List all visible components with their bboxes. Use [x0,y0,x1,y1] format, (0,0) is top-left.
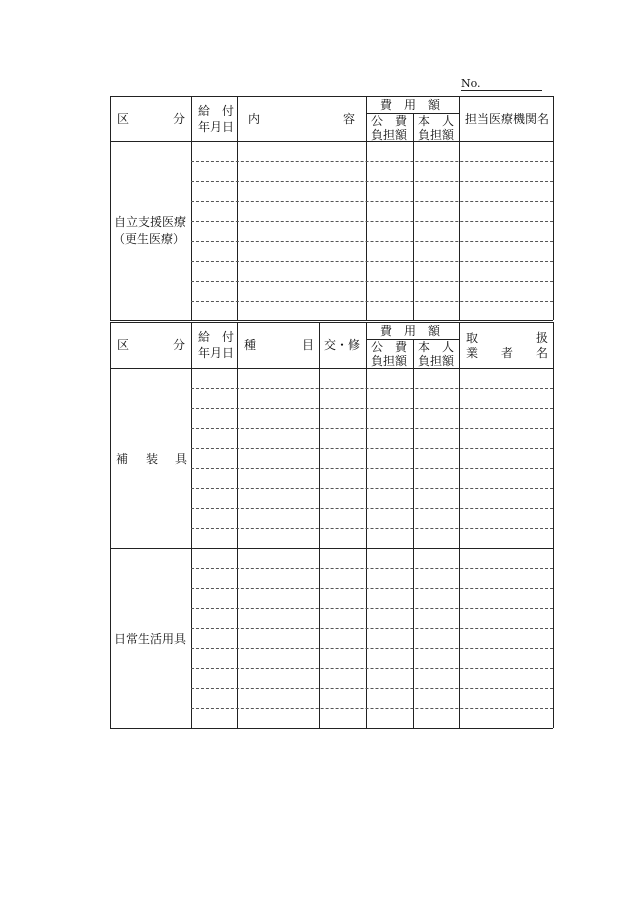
table1-row-line [191,281,553,282]
header-cost-amount: 費 用 額 [380,98,441,112]
table1-left-border [110,96,111,320]
table1-row-line [191,201,553,202]
header-public-cost-2: 負担額 [371,128,408,142]
table2-col-divider [413,339,414,728]
category-daily-living-equipment: 日常生活用具 [114,632,187,646]
header2-public-cost-2: 負担額 [371,354,408,368]
header2-self-cost-2: 負担額 [418,354,455,368]
table2-header-bottom [110,368,553,369]
header2-handler-1: 取 [466,331,479,345]
category-medical-1: 自立支援医療 [114,215,187,229]
header-self-cost-1: 本 人 [418,114,455,128]
header2-shumoku-1: 種 [244,338,257,352]
table1-row-line [191,161,553,162]
table2-row-line [191,448,553,449]
category-prosthesis-1: 補 [116,452,129,466]
header-naiyo-2: 容 [343,112,356,126]
header-kubun-2: 分 [173,112,186,126]
table2-row-line [191,528,553,529]
header-date-2: 年月日 [198,120,235,134]
category-medical-2: （更生医療） [113,232,186,246]
header2-kubun-2: 分 [173,338,186,352]
table1-row-line [191,241,553,242]
header2-cost-amount: 費 用 額 [380,324,441,338]
table1-bottom-border [110,320,553,321]
header2-shumoku-2: 目 [302,338,315,352]
category-prosthesis-2: 装 [146,452,159,466]
header-naiyo-1: 内 [248,112,261,126]
header2-handler-4: 者 [501,346,514,360]
table1-right-border [553,96,554,320]
table1-row-line [191,261,553,262]
table2-row-line [191,648,553,649]
table2-row-line [191,608,553,609]
header2-handler-5: 名 [536,346,549,360]
table2-row-line [191,508,553,509]
record-number-underline [461,90,542,91]
table1-row-line [191,221,553,222]
header-medical-agency: 担当医療機関名 [465,112,550,126]
table2-row-line [191,628,553,629]
header2-handler-2: 扱 [536,331,549,345]
table2-row-line [191,708,553,709]
header2-self-cost-1: 本 人 [418,340,455,354]
table2-section-divider [110,548,553,549]
table2-row-line [191,588,553,589]
header2-kubun-1: 区 [117,338,130,352]
table1-col-divider [237,96,238,320]
header-date-1: 給 付 [198,104,235,118]
table1-col-divider [191,96,192,320]
header2-exchange-repair: 交・修 [324,338,361,352]
header-public-cost-1: 公 費 [371,114,408,128]
table2-left-border [110,322,111,728]
category-prosthesis-3: 具 [175,452,188,466]
table2-top-border [110,322,553,323]
table2-row-line [191,488,553,489]
table1-header-bottom [110,141,553,142]
table2-right-border [553,322,554,728]
header2-date-2: 年月日 [198,346,235,360]
header2-date-1: 給 付 [198,330,235,344]
table2-row-line [191,428,553,429]
table2-row-line [191,408,553,409]
header-kubun-1: 区 [117,112,130,126]
table2-row-line [191,568,553,569]
table1-top-border [110,96,553,97]
table1-col-divider [459,96,460,320]
header2-public-cost-1: 公 費 [371,340,408,354]
header-self-cost-2: 負担額 [418,128,455,142]
record-number-label: No. [461,77,481,90]
table2-row-line [191,388,553,389]
table1-col-divider [366,96,367,320]
table2-row-line [191,688,553,689]
table2-row-line [191,468,553,469]
table1-col-divider [413,113,414,320]
table1-row-line [191,181,553,182]
table2-row-line [191,668,553,669]
header2-handler-3: 業 [466,346,479,360]
table2-bottom-border [110,728,553,729]
table1-row-line [191,301,553,302]
